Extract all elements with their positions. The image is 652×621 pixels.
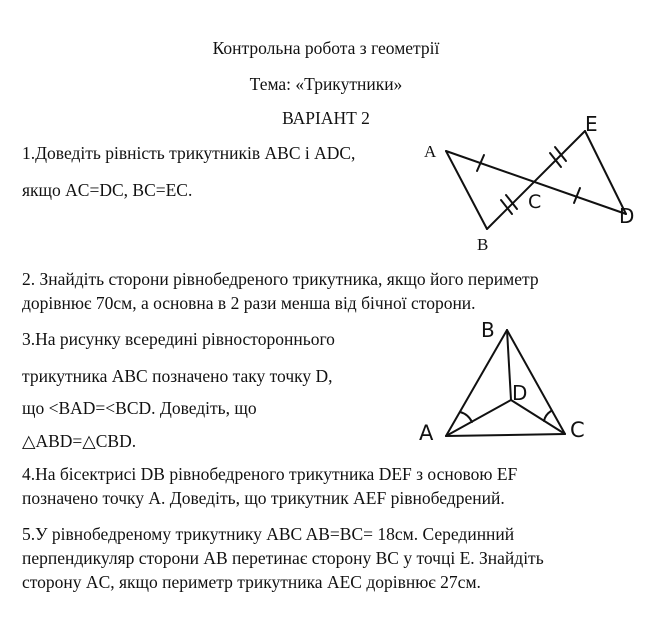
problem-2-line-1: 2. Знайдіть сторони рівнобедреного трикутника, якщо його периметр: [22, 269, 539, 289]
topic: Тема: «Трикутники»: [249, 74, 403, 94]
fig2-label-a: A: [419, 421, 434, 445]
problem-2-line-2: дорівнює 70см, а основна в 2 рази менша від бічної сторони.: [22, 293, 476, 313]
problem-3-line-4: △ABD=△CBD.: [22, 431, 137, 451]
variant: ВАРІАНТ 2: [282, 108, 370, 128]
fig1-tick-ce-2: [555, 147, 566, 161]
fig2-label-d: D: [512, 381, 528, 405]
problem-3-line-2: трикутника ABC позначено таку точку D,: [22, 366, 333, 386]
problem-1-line-1: 1.Доведіть рівність трикутників ABC і ADC,: [22, 143, 356, 163]
fig1-segment-be: [487, 131, 585, 229]
fig2-label-c: C: [570, 418, 585, 442]
fig1-tick-bc-1: [501, 200, 512, 214]
problem-5-line-1: 5.У рівнобедреному трикутнику ABC AB=BC= 18см. Серединний: [22, 524, 515, 544]
fig1-tick-cd: [574, 188, 580, 203]
fig2-segment-cd: [511, 400, 565, 434]
problem-5-line-3: сторону AC, якщо периметр трикутника AEC дорівнює 27см.: [22, 572, 481, 592]
fig1-tick-bc-2: [506, 195, 517, 209]
problem-4-line-1: 4.На бісектрисі DB рівнобедреного трикутника DEF з основою EF: [22, 464, 518, 484]
problem-4-line-2: позначено точку A. Доведіть, що трикутник AEF рівнобедрений.: [22, 488, 505, 508]
fig1-label-b: B: [477, 235, 489, 254]
page-title: Контрольна робота з геометрії: [212, 38, 440, 58]
fig2-segment-ac: [446, 434, 565, 436]
problem-3-line-3: що <BAD=<BCD. Доведіть, що: [22, 398, 257, 418]
fig1-label-d: D: [619, 204, 635, 228]
fig1-segment-ab: [446, 151, 487, 229]
problem-5-line-2: перпендикуляр сторони AB перетинає сторону BC у точці E. Знайдіть: [22, 548, 544, 568]
fig2-angle-bcd: [544, 411, 551, 421]
fig2-angle-bad: [460, 412, 472, 422]
fig2-segment-bc: [507, 330, 565, 434]
problem-3-line-1: 3.На рисунку всередині рівностороннього: [22, 329, 335, 349]
fig1-segment-ed: [585, 131, 626, 214]
fig2-segment-ab: [446, 330, 507, 436]
fig1-tick-ce-1: [550, 153, 561, 167]
fig1-label-e: E: [585, 112, 598, 136]
fig2-segment-ad: [446, 400, 511, 436]
fig2-label-b: B: [481, 318, 495, 342]
fig2-segment-bd: [507, 330, 511, 400]
fig1-segment-ad: [446, 151, 626, 214]
fig1-label-a: A: [424, 142, 437, 161]
fig1-label-c: C: [528, 191, 542, 213]
problem-1-line-2: якщо AC=DC, BC=EC.: [22, 180, 193, 200]
fig1-tick-ac: [477, 155, 484, 171]
